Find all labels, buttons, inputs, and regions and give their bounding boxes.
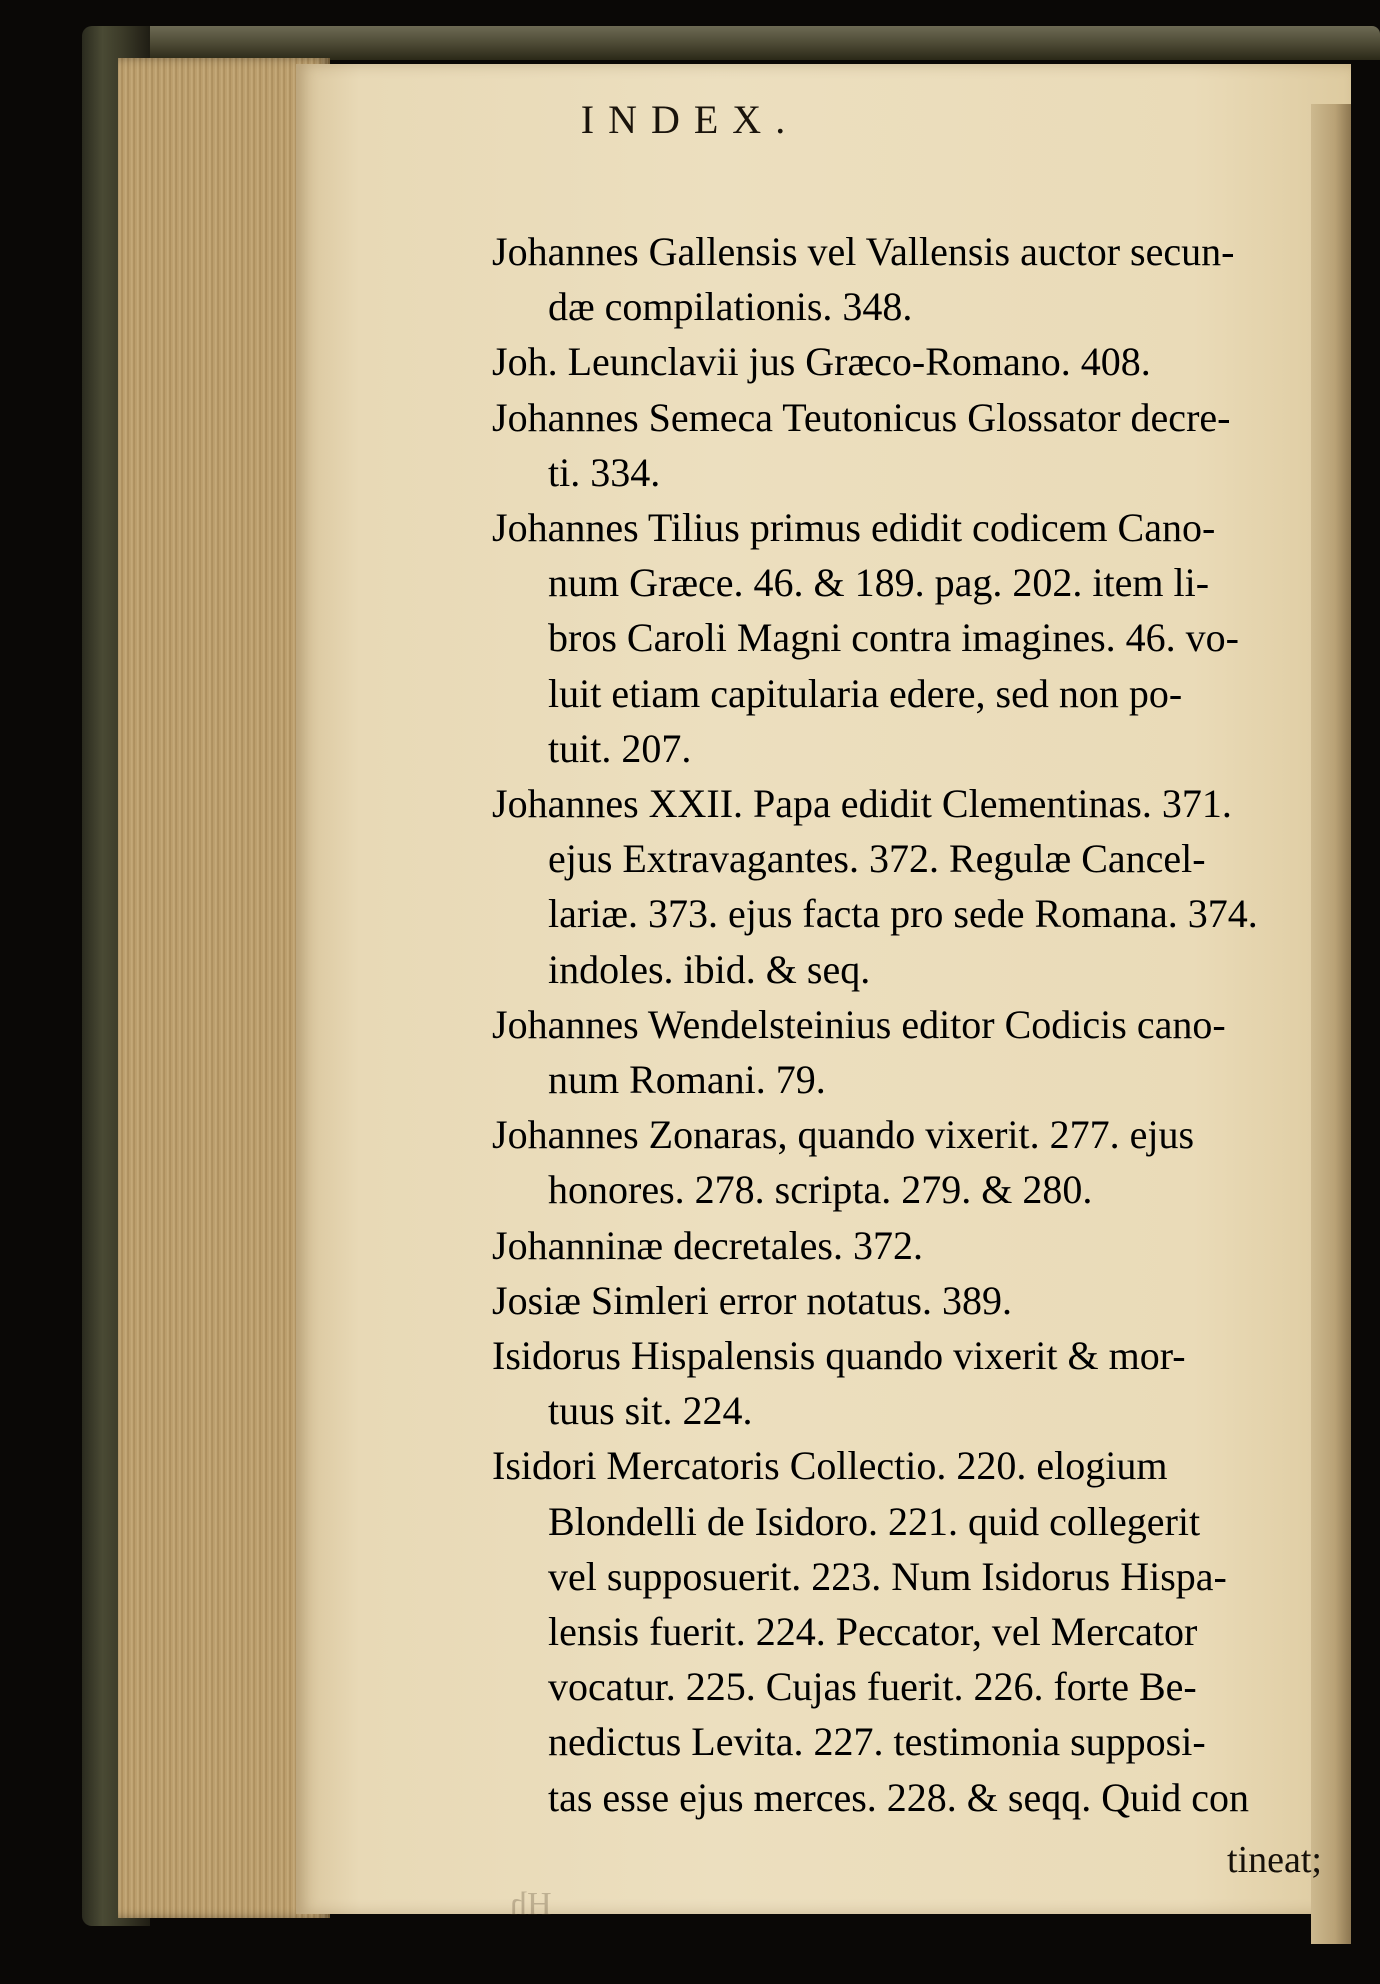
index-line: num Romani. 79.	[548, 1057, 826, 1102]
bleed-through-signature: Hh	[510, 1886, 552, 1923]
index-line: honores. 278. scripta. 279. & 280.	[548, 1167, 1093, 1213]
book-cover-top	[92, 26, 1380, 60]
index-line: nedictus Levita. 227. testimonia supposi-	[548, 1719, 1206, 1765]
index-line: vel supposuerit. 223. Num Isidorus Hispa-	[548, 1553, 1227, 1599]
index-line: Joh. Leunclavii jus Græco-Romano. 408.	[492, 339, 1151, 385]
index-line: tuit. 207.	[548, 725, 692, 771]
index-line: Blondelli de Isidoro. 221. quid collegerit	[548, 1498, 1201, 1544]
index-line: Isidorus Hispalensis quando vixerit & mor-	[492, 1333, 1186, 1378]
page-header: INDEX.	[580, 97, 800, 142]
index-line: tas esse ejus merces. 228. & seqq. Quid con	[548, 1774, 1249, 1820]
index-line: dæ compilationis. 348.	[548, 284, 913, 330]
catchword: tineat;	[1227, 1839, 1322, 1881]
index-line: lariæ. 373. ejus facta pro sede Romana. 374.	[548, 891, 1258, 937]
index-line: luit etiam capitularia edere, sed non po-	[548, 670, 1183, 716]
page-right-edge	[1311, 104, 1351, 1944]
index-line: Johanninæ decretales. 372.	[492, 1222, 923, 1268]
index-line: Johannes Semeca Teutonicus Glossator decre-	[492, 394, 1231, 440]
index-line: ejus Extravagantes. 372. Regulæ Cancel-	[548, 836, 1206, 882]
index-line: Johannes Wendelsteinius editor Codicis cano-	[492, 1001, 1226, 1047]
index-line: num Græce. 46. & 189. pag. 202. item li-	[548, 560, 1210, 606]
index-line: lensis fuerit. 224. Peccator, vel Mercator	[548, 1609, 1198, 1654]
index-line: Johannes XXII. Papa edidit Clementinas. 371.	[492, 781, 1232, 826]
index-line: Johannes Zonaras, quando vixerit. 277. ejus	[492, 1112, 1195, 1158]
index-line: vocatur. 225. Cujas fuerit. 226. forte Be-	[548, 1664, 1197, 1710]
index-line: indoles. ibid. & seq.	[548, 946, 871, 992]
index-line: bros Caroli Magni contra imagines. 46. vo-	[548, 615, 1239, 661]
index-line: ti. 334.	[548, 449, 661, 495]
index-line: Josiæ Simleri error notatus. 389.	[492, 1277, 1012, 1323]
index-line: tuus sit. 224.	[548, 1388, 753, 1434]
index-line: Johannes Tilius primus edidit codicem Cano-	[492, 505, 1216, 550]
index-line: Johannes Gallensis vel Vallensis auctor secun-	[492, 229, 1235, 274]
index-line: Isidori Mercatoris Collectio. 220. elogium	[492, 1443, 1168, 1489]
